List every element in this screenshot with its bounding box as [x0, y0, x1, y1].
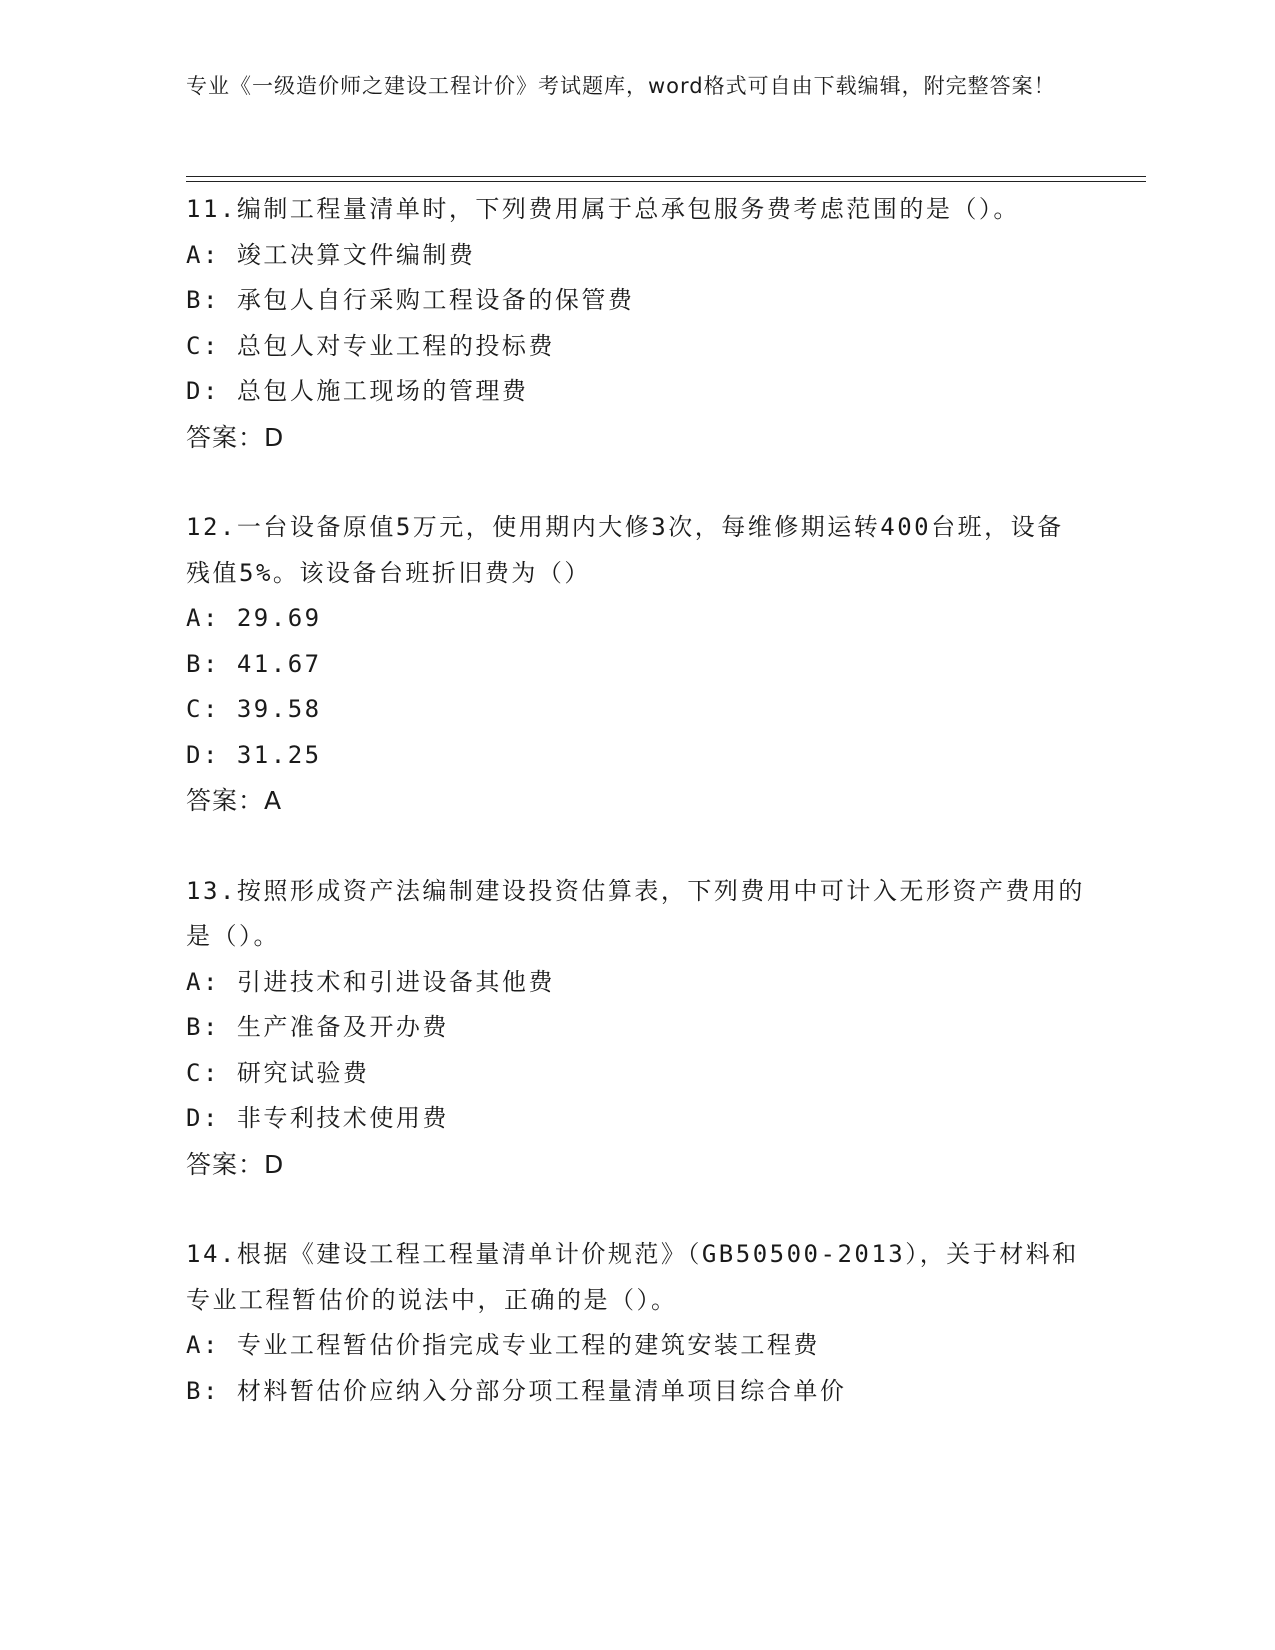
question-12 — [186, 505, 1086, 824]
option-a: A: 专业工程暂估价指完成专业工程的建筑安装工程费 — [186, 1331, 820, 1359]
option-a: A: 29.69 — [186, 604, 322, 632]
option-b: B: 生产准备及开办费 — [186, 1013, 449, 1041]
answer-label: 答案：A — [186, 786, 283, 815]
question-11 — [186, 187, 1086, 460]
question-stem: 11.编制工程量清单时，下列费用属于总承包服务费考虑范围的是（）。 — [186, 195, 1020, 223]
question-14 — [186, 1232, 1086, 1414]
header-divider-top — [186, 176, 1146, 177]
question-list — [186, 187, 1086, 1459]
option-d: D: 非专利技术使用费 — [186, 1104, 449, 1132]
option-a: A: 引进技术和引进设备其他费 — [186, 967, 555, 996]
answer-label: 答案：D — [186, 1149, 285, 1179]
option-d: D: 总包人施工现场的管理费 — [186, 377, 529, 405]
option-d: D: 31.25 — [186, 740, 322, 769]
option-c: C: 研究试验费 — [186, 1058, 370, 1087]
question-13 — [186, 869, 1086, 1188]
option-b: B: 材料暂估价应纳入分部分项工程量清单项目综合单价 — [186, 1376, 847, 1405]
question-stem: 14.根据《建设工程工程量清单计价规范》（GB50500-2013），关于材料和专业工程暂估价的说法中，正确的是（）。 — [186, 1240, 1079, 1314]
question-stem: 12.一台设备原值5万元，使用期内大修3次，每维修期运转400台班，设备残值5%。该设备台班折旧费为（） — [186, 513, 1064, 587]
answer-label: 答案：D — [186, 422, 285, 452]
option-b: B: 承包人自行采购工程设备的保管费 — [186, 286, 635, 314]
question-stem: 13.按照形成资产法编制建设投资估算表，下列费用中可计入无形资产费用的是（）。 — [186, 876, 1085, 950]
option-b: B: 41.67 — [186, 649, 322, 678]
option-a: A: 竣工决算文件编制费 — [186, 240, 476, 269]
page-header: 专业《一级造价师之建设工程计价》考试题库，word格式可自由下载编辑，附完整答案！ — [186, 74, 1056, 98]
header-divider-bottom — [186, 181, 1146, 182]
option-c: C: 39.58 — [186, 695, 322, 723]
option-c: C: 总包人对专业工程的投标费 — [186, 331, 555, 360]
